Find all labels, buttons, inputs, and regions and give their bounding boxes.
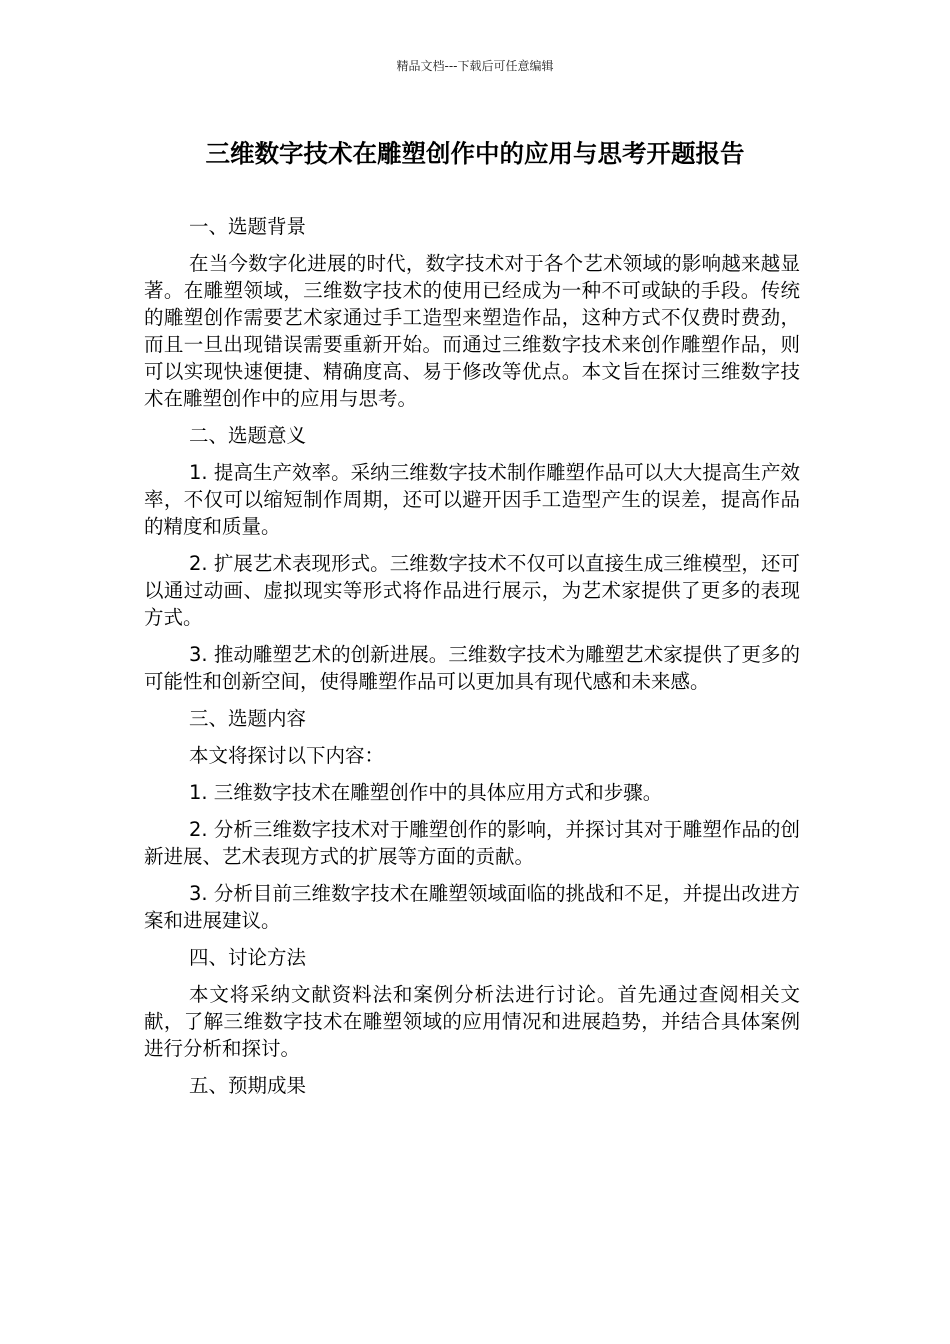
- paragraph-background: 在当今数字化进展的时代，数字技术对于各个艺术领域的影响越来越显著。在雕塑领域，三维数字技术的使用已经成为一种不可或缺的手段。传统的雕塑创作需要艺术家通过手工造型来塑造作品，这种方式不仅费时费劲，而且一旦出现错误需要重新开始。而通过三维数字技术来创作雕塑作品，则可以实现快速便捷、精确度高、易于修改等优点。本文旨在探讨三维数字技术在雕塑创作中的应用与思考。: [144, 252, 800, 410]
- paragraph-content-3: 3. 分析目前三维数字技术在雕塑领域面临的挑战和不足，并提出改进方案和进展建议。: [144, 882, 800, 932]
- paragraph-content-2: 2. 分析三维数字技术对于雕塑创作的影响，并探讨其对于雕塑作品的创新进展、艺术表现方式的扩展等方面的贡献。: [144, 818, 800, 868]
- section-heading-method: 四、讨论方法: [189, 946, 307, 969]
- paragraph-content-intro: 本文将探讨以下内容：: [189, 744, 385, 767]
- document-title: 三维数字技术在雕塑创作中的应用与思考开题报告: [205, 139, 745, 168]
- document-body: [144, 213, 800, 1109]
- section-heading-content: 三、选题内容: [189, 707, 307, 730]
- paragraph-significance-2: 2. 扩展艺术表现形式。三维数字技术不仅可以直接生成三维模型，还可以通过动画、虚拟现实等形式将作品进行展示，为艺术家提供了更多的表现方式。: [144, 552, 800, 629]
- section-heading-expected-results: 五、预期成果: [189, 1074, 307, 1097]
- section-heading-significance: 二、选题意义: [189, 424, 307, 447]
- paragraph-method: 本文将采纳文献资料法和案例分析法进行讨论。首先通过查阅相关文献，了解三维数字技术在雕塑领域的应用情况和进展趋势，并结合具体案例进行分析和探讨。: [144, 983, 800, 1060]
- paragraph-content-1: 1. 三维数字技术在雕塑创作中的具体应用方式和步骤。: [189, 781, 663, 804]
- header-watermark: 精品文档---下载后可任意编辑: [396, 59, 554, 73]
- paragraph-significance-3: 3. 推动雕塑艺术的创新进展。三维数字技术为雕塑艺术家提供了更多的可能性和创新空间，使得雕塑作品可以更加具有现代感和未来感。: [144, 643, 800, 693]
- section-heading-background: 一、选题背景: [189, 215, 307, 238]
- paragraph-significance-1: 1. 提高生产效率。采纳三维数字技术制作雕塑作品可以大大提高生产效率，不仅可以缩短制作周期，还可以避开因手工造型产生的误差，提高作品的精度和质量。: [144, 461, 800, 538]
